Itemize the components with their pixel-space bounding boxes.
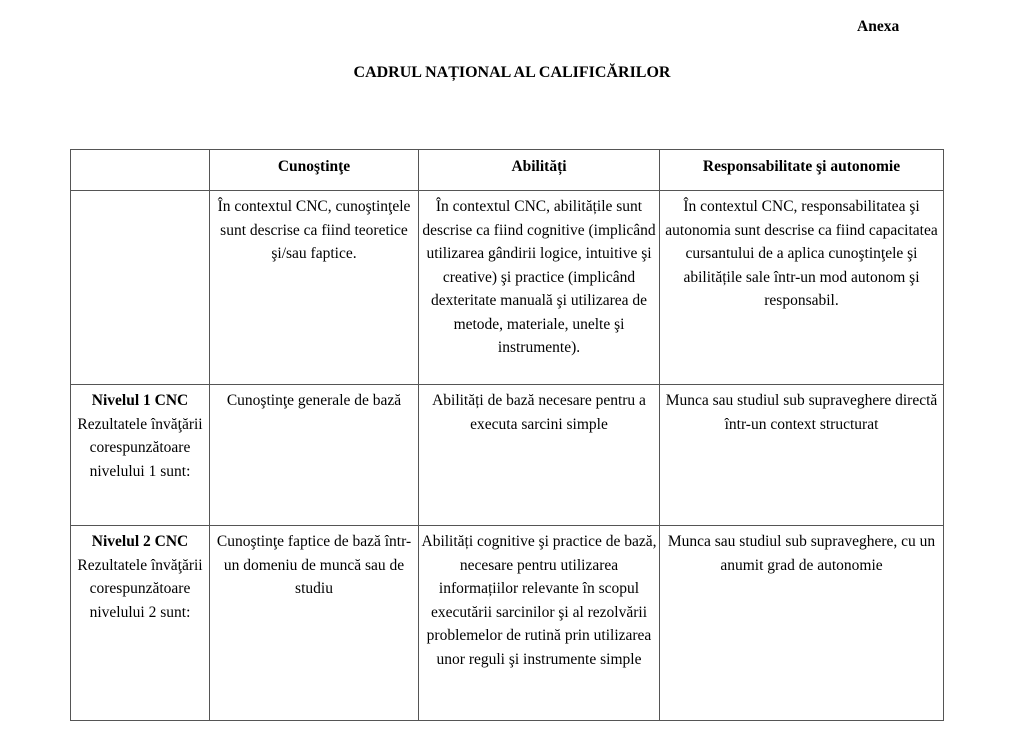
document-title: CADRUL NAȚIONAL AL CALIFICĂRILOR (353, 64, 671, 81)
qualifications-table (70, 149, 944, 721)
level-1-knowledge-cell: Cunoştinţe generale de bază (210, 385, 419, 526)
header-cell-skills: Abilități (419, 150, 660, 191)
level-1-responsibility-cell: Munca sau studiul sub supraveghere directă într-un context structurat (660, 385, 944, 526)
header-cell-responsibility: Responsabilitate şi autonomie (660, 150, 944, 191)
table-row-level-1 (71, 385, 944, 526)
header-cell-knowledge: Cunoştinţe (210, 150, 419, 191)
header-cell-empty (71, 150, 210, 191)
level-2-label-cell (71, 526, 210, 721)
table-row-level-2 (71, 526, 944, 721)
level-1-skills-cell: Abilități de bază necesare pentru a executa sarcini simple (419, 385, 660, 526)
level-1-description: Rezultatele învăţării corespunzătoare nivelului 1 sunt: (77, 415, 203, 480)
table-header-row (71, 150, 944, 191)
intro-knowledge-cell: În contextul CNC, cunoştinţele sunt descrise ca fiind teoretice şi/sau faptice. (210, 191, 419, 385)
level-1-name: Nivelul 1 CNC (91, 392, 189, 409)
table-row-intro (71, 191, 944, 385)
level-1-label-cell (71, 385, 210, 526)
level-2-name: Nivelul 2 CNC (91, 533, 189, 550)
level-2-description: Rezultatele învăţării corespunzătoare nivelului 2 sunt: (77, 556, 203, 621)
level-2-responsibility-cell: Munca sau studiul sub supraveghere, cu un anumit grad de autonomie (660, 526, 944, 721)
intro-label-cell (71, 191, 210, 385)
annex-label: Anexa (857, 18, 900, 35)
level-2-skills-cell: Abilități cognitive şi practice de bază, necesare pentru utilizarea informațiilor relevante în scopul executării sarcinilor şi al rezolvării problemelor de rutină prin utilizarea unor reguli şi instrumente simple (419, 526, 660, 721)
intro-responsibility-cell: În contextul CNC, responsabilitatea şi autonomia sunt descrise ca fiind capacitatea cursantului de a aplica cunoştinţele şi abilitățile sale într-un mod autonom şi responsabil. (660, 191, 944, 385)
level-2-knowledge-cell: Cunoştinţe faptice de bază într-un domeniu de muncă sau de studiu (210, 526, 419, 721)
intro-skills-cell: În contextul CNC, abilitățile sunt descrise ca fiind cognitive (implicând utilizarea gândirii logice, intuitive şi creative) şi practice (implicând dexteritate manuală şi utilizarea de metode, materiale, unelte şi instrumente). (419, 191, 660, 385)
